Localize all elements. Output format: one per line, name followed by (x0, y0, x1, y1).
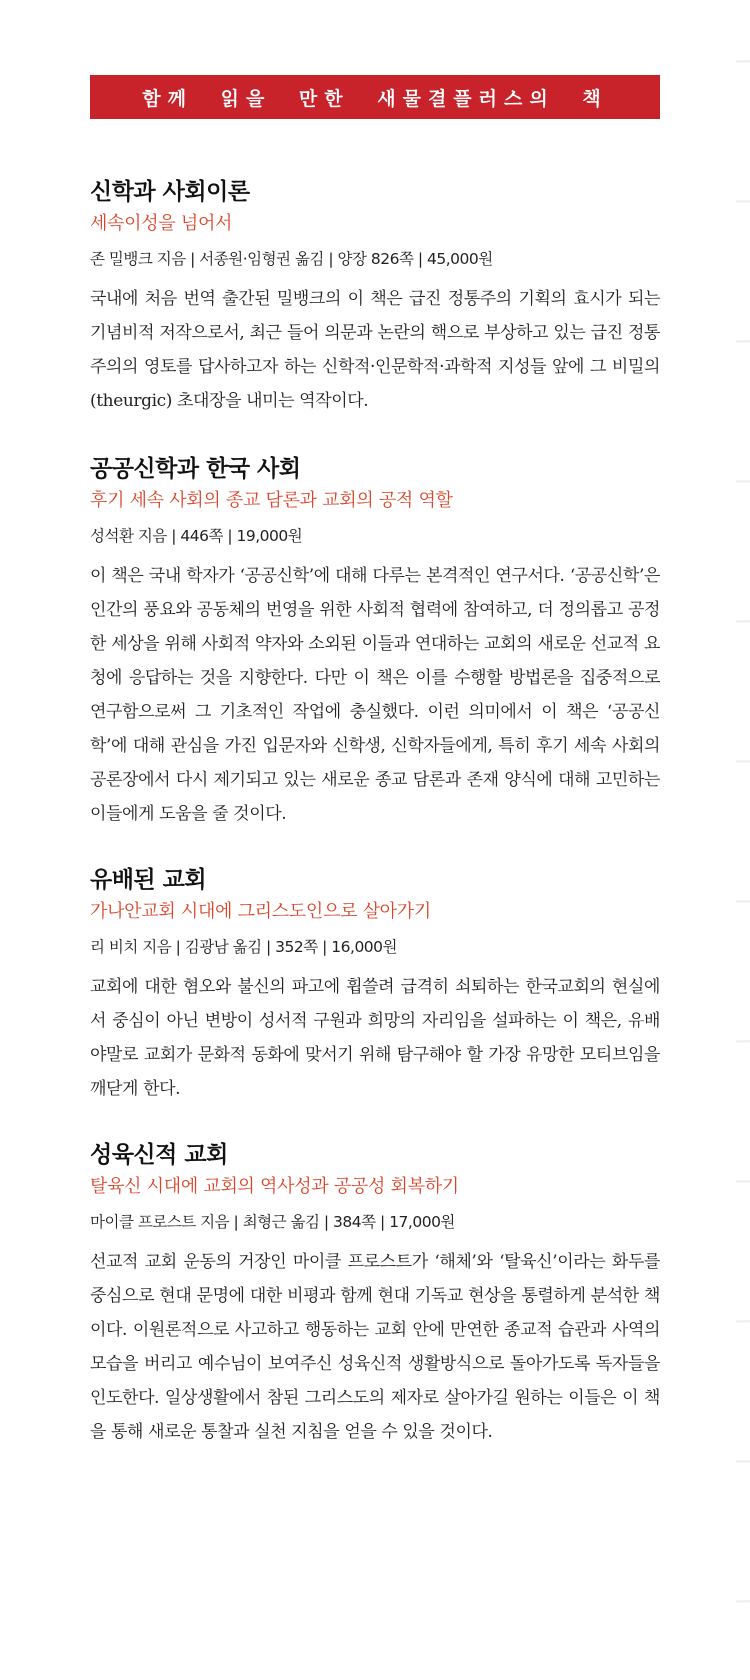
book-entry (90, 177, 660, 418)
page-edge-decoration (736, 0, 750, 1680)
book-subtitle: 후기 세속 사회의 종교 담론과 교회의 공적 역할 (90, 490, 453, 511)
banner-text: 함께 읽을 만한 새물결플러스의 책 (142, 87, 608, 110)
book-entry (90, 1140, 660, 1449)
section-banner (90, 75, 660, 119)
book-entry (90, 865, 660, 1106)
book-description: 이 책은 국내 학자가 ‘공공신학’에 대해 다루는 본격적인 연구서다. ‘공공신학’은 인간의 풍요와 공동체의 번영을 위한 사회적 협력에 참여하고, 더 정의롭고 공정한 세상을 위해 사회적 약자와 소외된 이들과 연대하는 교회의 새로운 선교적 요청에 응답하는 것을 지향한다. 다만 이 책은 이를 수행할 방법론을 집중적으로 연구함으로써 그 기초적인 작업에 충실했다. 이런 의미에서 이 책은 ‘공공신학’에 대해 관심을 가진 입문자와 신학생, 신학자들에게, 특히 후기 세속 사회의 공론장에서 다시 제기되고 있는 새로운 종교 담론과 존재 양식에 대해 고민하는 이들에게 도움을 줄 것이다. (90, 566, 660, 824)
book-meta: 존 밀뱅크 지음 | 서종원·임형권 옮김 | 양장 826쪽 | 45,000원 (90, 250, 493, 268)
book-meta: 리 비치 지음 | 김광남 옮김 | 352쪽 | 16,000원 (90, 938, 398, 956)
book-description: 선교적 교회 운동의 거장인 마이클 프로스트가 ‘해체’와 ‘탈육신’이라는 화두를 중심으로 현대 문명에 대한 비평과 함께 현대 기독교 현상을 통렬하게 분석한 책이다. 이원론적으로 사고하고 행동하는 교회 안에 만연한 종교적 습관과 사역의 모습을 버리고 예수님이 보여주신 성육신적 생활방식으로 돌아가도록 독자들을 인도한다. 일상생활에서 참된 그리스도의 제자로 살아가길 원하는 이들은 이 책을 통해 새로운 통찰과 실천 지침을 얻을 수 있을 것이다. (90, 1252, 660, 1442)
book-title: 유배된 교회 (90, 867, 207, 893)
book-title: 성육신적 교회 (90, 1142, 228, 1168)
book-entry (90, 454, 660, 831)
book-subtitle: 탈육신 시대에 교회의 역사성과 공공성 회복하기 (90, 1176, 459, 1197)
book-subtitle: 가나안교회 시대에 그리스도인으로 살아가기 (90, 901, 431, 922)
book-list-page (90, 0, 660, 1449)
book-description: 교회에 대한 혐오와 불신의 파고에 휩쓸려 급격히 쇠퇴하는 한국교회의 현실에서 중심이 아닌 변방이 성서적 구원과 희망의 자리임을 설파하는 이 책은, 유배야말로 교회가 문화적 동화에 맞서기 위해 탐구해야 할 가장 유망한 모티브임을 깨닫게 한다. (90, 977, 660, 1099)
book-meta: 마이클 프로스트 지음 | 최형근 옮김 | 384쪽 | 17,000원 (90, 1213, 455, 1231)
book-meta: 성석환 지음 | 446쪽 | 19,000원 (90, 527, 303, 545)
book-title: 신학과 사회이론 (90, 179, 250, 205)
book-subtitle: 세속이성을 넘어서 (90, 213, 233, 234)
book-description: 국내에 처음 번역 출간된 밀뱅크의 이 책은 급진 정통주의 기획의 효시가 되는 기념비적 저작으로서, 최근 들어 의문과 논란의 핵으로 부상하고 있는 급진 정통주의의 영토를 답사하고자 하는 신학적·인문학적·과학적 지성들 앞에 그 비밀의(theurgic) 초대장을 내미는 역작이다. (90, 289, 660, 411)
book-title: 공공신학과 한국 사회 (90, 456, 301, 482)
